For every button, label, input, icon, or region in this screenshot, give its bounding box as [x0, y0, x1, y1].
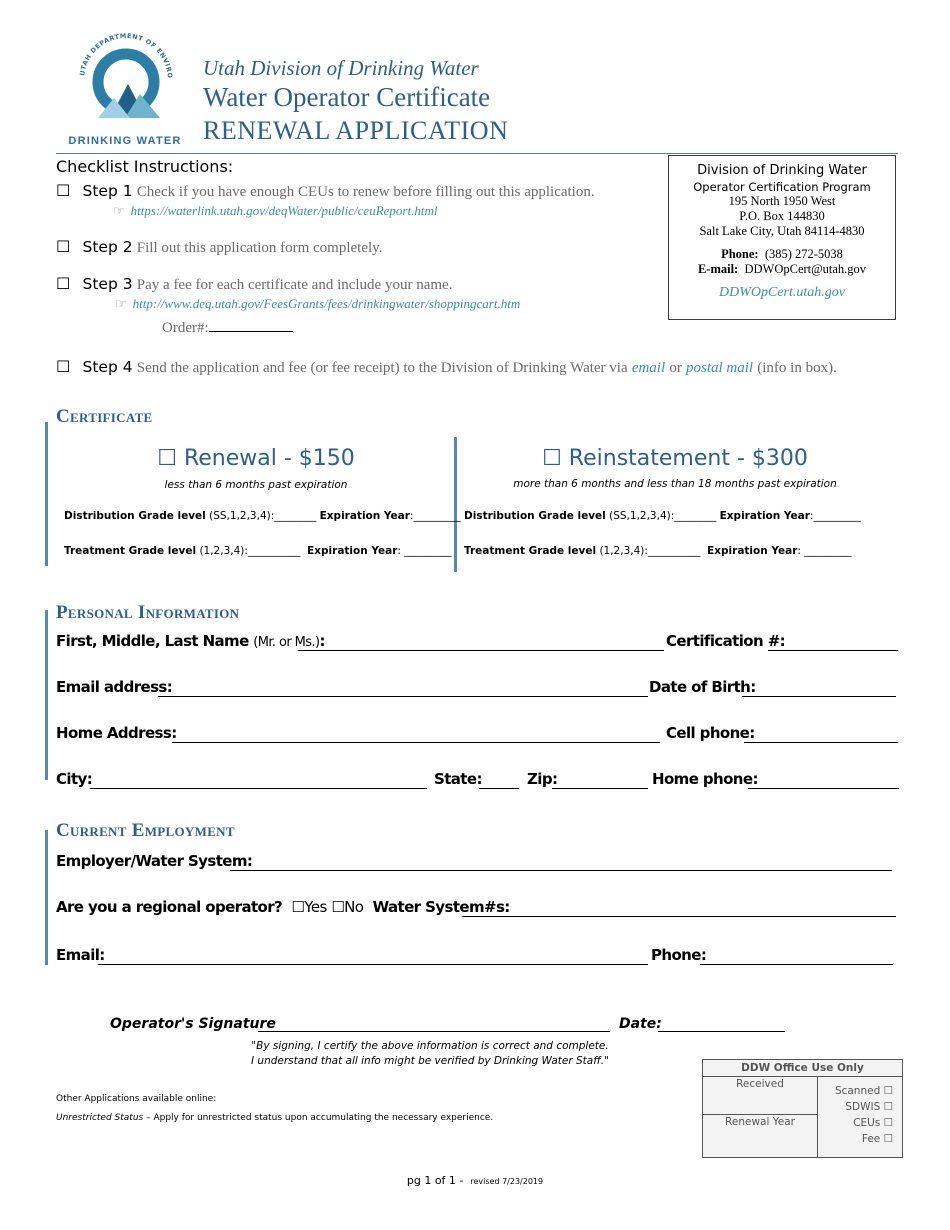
expiration-year-blank: : _________: [397, 545, 452, 557]
office-scanned-checkbox[interactable]: Scanned ☐: [834, 1085, 893, 1097]
employer-field[interactable]: [230, 854, 892, 871]
certification-number-label: Certification #:: [666, 632, 786, 650]
step-2-row: [56, 237, 382, 257]
step-3-row: [56, 274, 452, 294]
city-label: City:: [56, 770, 93, 788]
step-4-or: or: [669, 360, 682, 376]
ceu-report-link-row[interactable]: [113, 203, 437, 219]
step-1-text: Check if you have enough CEUs to renew before filling out this application.: [136, 184, 595, 200]
state-label: State:: [434, 770, 482, 788]
contact-city: Salt Lake City, Utah 84114-4830: [699, 224, 865, 238]
office-ceus-checkbox[interactable]: CEUs ☐: [853, 1117, 893, 1129]
unrestricted-status-link[interactable]: Unrestricted Status: [56, 1113, 144, 1123]
treatment-grade-label: Treatment Grade level: [64, 545, 197, 557]
office-renewal-year: Renewal Year: [725, 1116, 795, 1128]
unrestricted-status-text: – Apply for unrestricted status upon accumulating the necessary experience.: [146, 1113, 494, 1123]
certification-statement-line-2: I understand that all info might be verified by Drinking Water Staff.": [251, 1055, 609, 1067]
ddw-logo: [70, 28, 182, 126]
order-number-row: [162, 318, 293, 337]
certificate-section-title: Certificate: [56, 406, 153, 427]
regional-no-checkbox[interactable]: ☐No: [331, 898, 364, 916]
email-address-field[interactable]: [158, 680, 648, 697]
treatment-grade-levels: (1,2,3,4):__________: [199, 545, 301, 557]
logo-ring-text: UTAH DEPARTMENT OF ENVIRO: [78, 31, 175, 79]
treatment-grade-label: Treatment Grade level: [464, 545, 597, 557]
employment-phone-field[interactable]: [700, 948, 893, 965]
contact-phone-row: [669, 247, 895, 262]
step-1-checkbox[interactable]: ☐: [56, 181, 71, 200]
page-title: Water Operator Certificate: [203, 82, 491, 112]
step-3-checkbox[interactable]: ☐: [56, 274, 71, 293]
page-footer: [0, 1174, 950, 1187]
other-applications-heading: Other Applications available online:: [56, 1094, 217, 1104]
date-of-birth-field[interactable]: [742, 680, 896, 697]
name-colon: :: [319, 632, 325, 650]
signature-label: Operator's Signature: [110, 1016, 276, 1032]
signature-field[interactable]: [258, 1016, 610, 1032]
date-of-birth-label: Date of Birth:: [649, 678, 756, 696]
step-2-checkbox[interactable]: ☐: [56, 237, 71, 256]
office-sdwis-checkbox[interactable]: SDWIS ☐: [845, 1101, 893, 1113]
checklist-title: Checklist Instructions:: [56, 157, 234, 176]
contact-street: 195 North 1950 West: [728, 194, 836, 208]
zip-label: Zip:: [527, 770, 558, 788]
pointing-hand-icon: ☞: [113, 203, 125, 218]
contact-email[interactable]: DDWOpCert@utah.gov: [744, 262, 867, 276]
office-use-table: [702, 1059, 903, 1158]
employment-section-bar: [45, 830, 48, 965]
unrestricted-status-row: [56, 1113, 493, 1123]
distribution-grade-label: Distribution Grade level: [464, 510, 606, 522]
employment-email-label: Email:: [56, 946, 105, 964]
page-number: pg 1 of 1 -: [406, 1174, 464, 1187]
step-4-text: Send the application and fee (or fee receipt) to the Division of Drinking Water via: [136, 360, 628, 376]
certification-number-field[interactable]: [768, 634, 898, 651]
expiration-year-blank: : _________: [797, 545, 852, 557]
office-fee-checkbox[interactable]: Fee ☐: [861, 1133, 893, 1145]
contact-address-box: [668, 155, 896, 320]
reinstatement-distribution-row[interactable]: [464, 510, 861, 522]
home-phone-field[interactable]: [748, 772, 899, 789]
certification-statement: [200, 1039, 660, 1069]
email-link[interactable]: email: [631, 360, 666, 376]
step-3-label: Step 3: [82, 275, 133, 293]
contact-email-label: E-mail:: [697, 262, 739, 276]
email-address-label: Email address:: [56, 678, 173, 696]
name-row: [56, 632, 325, 650]
contact-po-box: P.O. Box 144830: [739, 209, 825, 223]
employer-label: Employer/Water System:: [56, 852, 253, 870]
employment-phone-label: Phone:: [651, 946, 707, 964]
signature-date-field[interactable]: [658, 1016, 785, 1032]
reinstatement-option[interactable]: ☐ Reinstatement - $300: [542, 446, 808, 471]
step-1-row: [56, 181, 595, 201]
pointing-hand-icon: ☞: [115, 296, 127, 311]
step-3-text: Pay a fee for each certificate and include your name.: [136, 277, 453, 293]
treatment-grade-levels: (1,2,3,4):__________: [599, 545, 701, 557]
name-hint: (Mr. or Ms.): [253, 635, 320, 650]
state-field[interactable]: [479, 772, 519, 789]
step-4-label: Step 4: [82, 358, 133, 376]
home-address-label: Home Address:: [56, 724, 177, 742]
postal-mail-link[interactable]: postal mail: [685, 360, 754, 376]
cell-phone-field[interactable]: [744, 726, 898, 743]
office-use-title: DDW Office Use Only: [703, 1060, 902, 1077]
page-subtitle: RENEWAL APPLICATION: [203, 116, 509, 145]
renewal-note: less than 6 months past expiration: [164, 479, 348, 491]
name-label: First, Middle, Last Name: [56, 632, 249, 650]
regional-operator-label: Are you a regional operator?: [56, 898, 283, 916]
signature-date-label: Date:: [619, 1016, 662, 1032]
zip-field[interactable]: [552, 772, 648, 789]
distribution-grade-label: Distribution Grade level: [64, 510, 206, 522]
step-2-label: Step 2: [82, 238, 133, 256]
expiration-year-label: Expiration Year: [319, 510, 410, 522]
step-4-row: [56, 357, 837, 377]
personal-section-title: Personal Information: [56, 602, 240, 623]
step-2-text: Fill out this application form completely.: [136, 240, 383, 256]
office-received: Received: [703, 1077, 817, 1115]
home-address-field[interactable]: [172, 726, 660, 743]
order-number-field[interactable]: [209, 318, 293, 332]
revision-date: revised 7/23/2019: [470, 1177, 544, 1186]
water-systems-label: Water System#s:: [372, 898, 510, 916]
city-field[interactable]: [90, 772, 427, 789]
order-number-label: Order#:: [162, 320, 209, 336]
expiration-year-label: Expiration Year: [719, 510, 810, 522]
fee-link-row[interactable]: [115, 296, 520, 312]
logo-label: DRINKING WATER: [68, 135, 182, 147]
certificate-section-bar: [45, 422, 48, 566]
expiration-year-blank: :_________: [409, 510, 461, 522]
employment-email-field[interactable]: [98, 948, 648, 965]
division-name: Utah Division of Drinking Water: [203, 56, 479, 80]
contact-program: Operator Certification Program: [693, 180, 871, 194]
ceu-report-link[interactable]: https://waterlink.utah.gov/deqWater/public/ceuReport.html: [130, 203, 438, 218]
expiration-year-label: Expiration Year: [307, 545, 398, 557]
contact-phone-label: Phone:: [721, 247, 759, 261]
contact-email-row: [669, 262, 895, 277]
water-systems-field[interactable]: [462, 900, 896, 917]
home-phone-label: Home phone:: [652, 770, 758, 788]
contact-website[interactable]: DDWOpCert.utah.gov: [719, 285, 845, 300]
renewal-distribution-row[interactable]: [64, 510, 461, 522]
regional-operator-row: [56, 898, 510, 916]
contact-org: Division of Drinking Water: [697, 163, 867, 178]
fee-shopping-cart-link[interactable]: http://www.deq.utah.gov/FeesGrants/fees/drinkingwater/shoppingcart.htm: [132, 296, 521, 311]
expiration-year-label: Expiration Year: [707, 545, 798, 557]
cell-phone-label: Cell phone:: [666, 724, 755, 742]
expiration-year-blank: :_________: [809, 510, 861, 522]
distribution-grade-levels: (SS,1,2,3,4):________: [609, 510, 717, 522]
contact-phone: (385) 272-5038: [764, 247, 843, 261]
regional-yes-checkbox[interactable]: ☐Yes: [291, 898, 327, 916]
step-4-checkbox[interactable]: ☐: [56, 357, 71, 376]
reinstatement-treatment-row[interactable]: [464, 545, 852, 557]
header-rule: [56, 153, 898, 154]
renewal-option[interactable]: ☐ Renewal - $150: [157, 446, 355, 471]
employment-section-title: Current Employment: [56, 820, 235, 841]
step-4-text-end: (info in box).: [757, 360, 837, 376]
renewal-treatment-row[interactable]: [64, 545, 452, 557]
reinstatement-note: more than 6 months and less than 18 months past expiration: [513, 478, 837, 490]
distribution-grade-levels: (SS,1,2,3,4):________: [209, 510, 317, 522]
personal-section-bar: [45, 610, 48, 780]
certification-statement-line-1: "By signing, I certify the above information is correct and complete.: [251, 1040, 609, 1052]
name-field[interactable]: [298, 634, 664, 651]
step-1-label: Step 1: [82, 182, 133, 200]
